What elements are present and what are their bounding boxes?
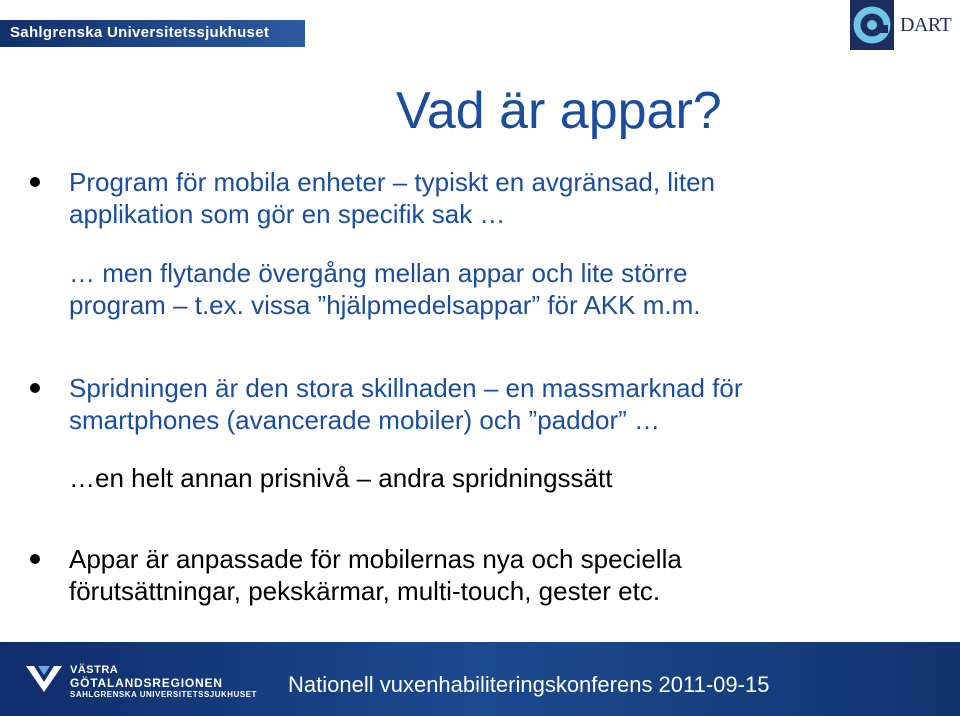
org-name-line3: SAHLGRENSKA UNIVERSITETSSJUKHUSET: [70, 690, 257, 699]
bullet-continuation: …en helt annan prisnivå – andra spridningssätt: [69, 463, 613, 493]
bullet-dot: [30, 177, 40, 187]
bullet-line: applikation som gör en specifik sak …: [69, 199, 506, 229]
hospital-name: Sahlgrenska Universitetssjukhuset: [10, 24, 270, 41]
slide-title: Vad är appar?: [396, 82, 722, 140]
dart-swirl-icon: [850, 0, 894, 50]
bullet-line: smartphones (avancerade mobiler) och ”paddor” …: [69, 405, 661, 435]
bullet-line: Spridningen är den stora skillnaden – en massmarknad för: [69, 373, 743, 403]
bullet-line: Program för mobila enheter – typiskt en avgränsad, liten: [69, 167, 716, 197]
org-name-line1: VÄSTRA: [70, 664, 119, 676]
dart-logo: [848, 0, 960, 52]
dart-logo-mark: [850, 0, 894, 50]
bullet-line: förutsättningar, pekskärmar, multi-touch, gester etc.: [69, 576, 661, 606]
bullet-dot: [30, 554, 40, 564]
dart-logo-text: DART: [900, 14, 952, 36]
vgr-logo-icon: [24, 662, 64, 696]
header-bar: [0, 20, 305, 47]
bullet-continuation: … men flytande övergång mellan appar och lite större: [69, 258, 688, 288]
footer: [0, 642, 960, 716]
conference-name: Nationell vuxenhabiliteringskonferens 2011-09-15: [288, 672, 770, 697]
org-name-line2: GÖTALANDSREGIONEN: [70, 676, 223, 690]
bullet-dot: [30, 383, 40, 393]
bullet-continuation: program – t.ex. vissa ”hjälpmedelsappar” för AKK m.m.: [69, 290, 701, 320]
bullet-line: Appar är anpassade för mobilernas nya och speciella: [69, 544, 682, 574]
